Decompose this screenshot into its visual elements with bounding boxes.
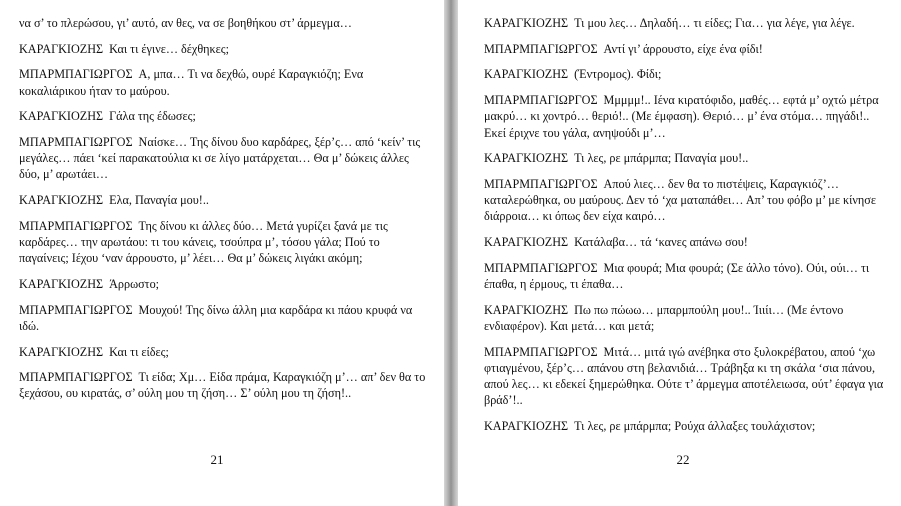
dialogue-text: Αντί γι’ άρρουστο, είχε ένα φίδι!: [603, 41, 763, 56]
dialogue-text: Μιτά… μιτά ιγώ ανέβηκα στο ξυλοκρέβατου, απού ‘χω φτιαγμένου, ξέρ’ς… απάνου στη βελανιδιά… Τράβηξα κι τη σκάλα ‘σια πάνου, απού λες… κι εδεκεί ξημερώθηκα. Ούτε τ’ άρμεγμα αποτέλειωσα, ούτ’ έφαγα για βράδ’!..: [484, 344, 884, 408]
dialogue-text: Της δίνου κι άλλες δύο… Μετά γυρίζει ξανά με τις καρδάρες… την αρωτάου: τι του κάνεις, τσούπρα μ’, τόσου γάλα; Πού το παγαίνεις; Ιέχου ‘ναν άρρουστο, μ’ λέει… Θα μ’ δώκεις λιγάκι ακόμη;: [19, 218, 388, 266]
dialogue-paragraph: [484, 344, 890, 409]
dialogue-text: Τι είδα; Χμ… Είδα πράμα, Καραγκιόζη μ’… απ’ δεν θα το ξεχάσου, ου κιρατάς, σ’ ούλη μου τη ζήση… Σ’ ούλη μου τη ζήση!..: [19, 370, 426, 401]
dialogue-paragraph: [484, 418, 890, 434]
speaker-name: ΜΠΑΡΜΠΑΓΙΩΡΓΟΣ: [19, 370, 133, 385]
dialogue-text: Α, μπα… Τι να δεχθώ, ουρέ Καραγκιόζη; Ενα κοκαλιάρικου ήταν το μαύρου.: [19, 67, 364, 98]
speaker-name: ΜΠΑΡΜΠΑΓΙΩΡΓΟΣ: [484, 344, 598, 359]
dialogue-text: Μια φουρά; Μια φουρά; (Σε άλλο τόνο). Ούι, ούι… τι έπαθα, η έρμους, τι έπαθα…: [484, 260, 870, 291]
speaker-name: ΜΠΑΡΜΠΑΓΙΩΡΓΟΣ: [484, 176, 598, 191]
dialogue-paragraph: [19, 369, 427, 401]
dialogue-text: Πω πω πώωω… μπαρμπούλη μου!.. Ίιιίι… (Με έντονο ενδιαφέρον). Και μετά… και μετά;: [484, 302, 844, 333]
dialogue-paragraph: [19, 108, 427, 124]
dialogue-text: Τι λες, ρε μπάρμπα; Ρούχα άλλαξες τουλάχιστον;: [574, 418, 816, 433]
speaker-name: ΜΠΑΡΜΠΑΓΙΩΡΓΟΣ: [19, 302, 133, 317]
dialogue-paragraph: [19, 344, 427, 360]
dialogue-text: Κατάλαβα… τά ‘κανες απάνω σου!: [574, 235, 748, 250]
speaker-name: ΚΑΡΑΓΚΙΟΖΗΣ: [484, 235, 569, 250]
dialogue-paragraph: [484, 260, 890, 292]
speaker-name: ΚΑΡΑΓΚΙΟΖΗΣ: [484, 151, 569, 166]
left-page: [0, 0, 444, 506]
dialogue-paragraph: [484, 176, 890, 225]
dialogue-paragraph: [484, 15, 890, 31]
speaker-name: ΚΑΡΑΓΚΙΟΖΗΣ: [19, 276, 104, 291]
dialogue-paragraph: [19, 276, 427, 292]
dialogue-text: Μμμμμ!.. Ιένα κιρατόφιδο, μαθές… εφτά μ’ οχτώ μέτρα μακρύ… κι χοντρό… θεριό!.. (Με έμφαση). Θεριό… μ’ ένα στόμα… πηγάδι!.. Εκεί έριχνε του γάλα, ανηψούδι μ’…: [484, 93, 879, 140]
book-gutter: [444, 0, 458, 506]
dialogue-text: (Έντρομος). Φίδι;: [574, 67, 662, 82]
dialogue-text: Τι λες, ρε μπάρμπα; Παναγία μου!..: [574, 151, 749, 166]
right-page: [458, 0, 901, 506]
dialogue-paragraph: [19, 218, 427, 267]
dialogue-paragraph: [484, 66, 890, 82]
dialogue-paragraph: [484, 234, 890, 250]
dialogue-text: Άρρωστο;: [109, 276, 160, 291]
dialogue-text: Και τι έγινε… δέχθηκες;: [109, 41, 230, 56]
speaker-name: ΚΑΡΑΓΚΙΟΖΗΣ: [484, 16, 569, 30]
page-number: 21: [210, 452, 224, 467]
speaker-name: ΚΑΡΑΓΚΙΟΖΗΣ: [19, 41, 104, 56]
dialogue-text: να σ’ το πλερώσου, γι’ αυτό, αν θες, να σε βοηθήκου στ’ άρμεγμα…: [19, 16, 352, 30]
speaker-name: ΚΑΡΑΓΚΙΟΖΗΣ: [484, 302, 569, 317]
speaker-name: ΚΑΡΑΓΚΙΟΖΗΣ: [19, 193, 104, 208]
speaker-name: ΚΑΡΑΓΚΙΟΖΗΣ: [19, 109, 104, 124]
speaker-name: ΜΠΑΡΜΠΑΓΙΩΡΓΟΣ: [19, 135, 133, 150]
dialogue-paragraph: [484, 302, 890, 334]
dialogue-text: Ελα, Παναγία μου!..: [109, 193, 209, 208]
dialogue-text: Ναίσκε… Της δίνου δυο καρδάρες, ξέρ’ς… από ‘κείν’ τις μεγάλες… πάει ‘κεί παρακατούλια κι σε λίγο ματάρχεται… Θα μ’ δώκεις άλλες δύο, μ’ αρωτάει…: [19, 135, 421, 182]
dialogue-paragraph: [484, 92, 890, 141]
speaker-name: ΜΠΑΡΜΠΑΓΙΩΡΓΟΣ: [484, 260, 598, 275]
dialogue-paragraph: [19, 192, 427, 208]
left-page-text: [19, 15, 427, 411]
dialogue-text: Απού λιες… δεν θα το πιστέψεις, Καραγκιόζ’… καταλερώθηκα, ου μαύρους. Δεν τό ‘χα ματαπάθει… Απ’ του φόβο μ’ με κίνησε διάρροια… κι όπως δεν είχα καιρό…: [484, 176, 876, 224]
dialogue-paragraph: [19, 66, 427, 98]
dialogue-paragraph: [484, 150, 890, 166]
dialogue-paragraph: [484, 41, 890, 57]
dialogue-text: Γάλα της έδωσες;: [109, 109, 196, 124]
speaker-name: ΚΑΡΑΓΚΙΟΖΗΣ: [484, 67, 569, 82]
speaker-name: ΜΠΑΡΜΠΑΓΙΩΡΓΟΣ: [484, 41, 598, 56]
dialogue-paragraph: [19, 41, 427, 57]
page-number: 22: [676, 452, 690, 467]
speaker-name: ΚΑΡΑΓΚΙΟΖΗΣ: [484, 418, 569, 433]
right-page-text: [484, 15, 890, 444]
dialogue-paragraph: [19, 134, 427, 183]
dialogue-text: Τι μου λες… Δηλαδή… τι είδες; Για… για λέγε, για λέγε.: [574, 16, 855, 30]
speaker-name: ΜΠΑΡΜΠΑΓΙΩΡΓΟΣ: [19, 218, 133, 233]
speaker-name: ΜΠΑΡΜΠΑΓΙΩΡΓΟΣ: [484, 93, 598, 108]
dialogue-paragraph: [19, 302, 427, 334]
dialogue-text: Και τι είδες;: [109, 344, 169, 359]
dialogue-text: Μουχού! Της δίνω άλλη μια καρδάρα κι πάου κρυφά να ιδώ.: [19, 302, 413, 333]
dialogue-paragraph: [19, 15, 427, 31]
speaker-name: ΚΑΡΑΓΚΙΟΖΗΣ: [19, 344, 104, 359]
speaker-name: ΜΠΑΡΜΠΑΓΙΩΡΓΟΣ: [19, 67, 133, 82]
